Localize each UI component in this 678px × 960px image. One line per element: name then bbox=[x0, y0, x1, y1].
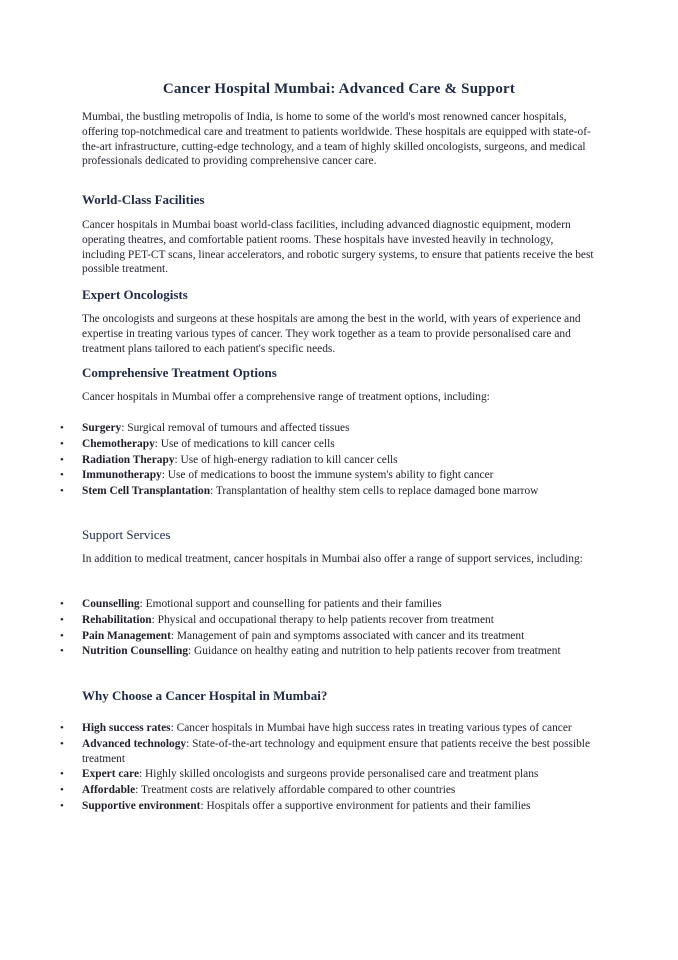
list-item bbox=[60, 421, 600, 436]
bullet-icon: • bbox=[60, 613, 64, 626]
support-paragraph: In addition to medical treatment, cancer hospitals in Mumbai also offer a range of support services, including: bbox=[82, 553, 583, 565]
bullet-icon: • bbox=[60, 598, 64, 610]
list-item-term: Pain Management bbox=[82, 629, 171, 642]
list-item-term: Expert care bbox=[82, 768, 140, 781]
list-item-term: Immunotherapy bbox=[82, 469, 162, 482]
list-item bbox=[60, 737, 600, 767]
list-item bbox=[60, 484, 600, 499]
support-heading: Support Services bbox=[82, 527, 171, 542]
list-item-desc: : Use of medications to kill cancer cells bbox=[154, 437, 335, 450]
list-item bbox=[60, 468, 600, 483]
list-item bbox=[60, 721, 600, 736]
list-item-desc: : State-of-the-art technology and equipment ensure that patients receive the best possible treatment bbox=[82, 737, 591, 765]
bullet-icon: • bbox=[60, 422, 64, 434]
list-item-desc: : Guidance on healthy eating and nutrition to help patients recover from treatment bbox=[188, 645, 561, 658]
facilities-heading: World-Class Facilities bbox=[82, 192, 205, 207]
bullet-icon: • bbox=[60, 629, 64, 642]
list-item-desc: : Surgical removal of tumours and affected tissues bbox=[121, 422, 350, 434]
bullet-icon: • bbox=[60, 437, 64, 450]
list-item bbox=[60, 629, 600, 644]
bullet-icon: • bbox=[60, 469, 64, 482]
list-item-term: Counselling bbox=[82, 598, 140, 610]
support-section bbox=[82, 527, 598, 543]
page-title: Cancer Hospital Mumbai: Advanced Care & Support bbox=[162, 81, 516, 97]
list-item bbox=[60, 437, 600, 452]
treatment-section bbox=[82, 365, 598, 381]
bullet-icon: • bbox=[60, 485, 64, 498]
list-item-term: Chemotherapy bbox=[82, 437, 155, 450]
bullet-icon: • bbox=[60, 799, 64, 812]
list-item-desc: : Highly skilled oncologists and surgeons provide personalised care and treatment plans bbox=[139, 768, 539, 781]
facilities-paragraph: Cancer hospitals in Mumbai boast world-class facilities, including advanced diagnostic equipment, modern operating theatres, and comfortable patient rooms. These hospitals have invested heavily in technology, including PET-CT scans, linear accelerators, and robotic surgery systems, to ensure that patients receive the best possible treatment. bbox=[82, 219, 594, 276]
why-list bbox=[60, 721, 600, 815]
list-item bbox=[60, 783, 600, 798]
list-item-term: Surgery bbox=[82, 422, 122, 434]
list-item bbox=[60, 597, 600, 612]
oncologists-section bbox=[82, 287, 598, 303]
list-item bbox=[60, 799, 600, 814]
list-item bbox=[60, 613, 600, 628]
list-item-term: Nutrition Counselling bbox=[82, 645, 189, 658]
why-heading: Why Choose a Cancer Hospital in Mumbai? bbox=[82, 688, 328, 703]
intro-section bbox=[82, 110, 598, 169]
list-item-desc: : Management of pain and symptoms associated with cancer and its treatment bbox=[170, 629, 525, 642]
list-item-desc: : Transplantation of healthy stem cells to replace damaged bone marrow bbox=[210, 485, 539, 498]
list-item bbox=[60, 453, 600, 468]
list-item-desc: : Treatment costs are relatively affordable compared to other countries bbox=[135, 784, 456, 797]
treatment-heading: Comprehensive Treatment Options bbox=[82, 365, 277, 380]
list-item-term: High success rates bbox=[82, 722, 171, 734]
list-item-term: Stem Cell Transplantation bbox=[82, 485, 211, 498]
bullet-icon: • bbox=[60, 737, 64, 750]
oncologists-paragraph: The oncologists and surgeons at these hospitals are among the best in the world, with years of experience and expertise in treating various types of cancer. They work together as a team to provide personalised care and treatment plans tailored to each patient's specific needs. bbox=[82, 313, 581, 355]
list-item-desc: : Cancer hospitals in Mumbai have high success rates in treating various types of cancer bbox=[170, 722, 572, 734]
list-item-desc: : Use of medications to boost the immune system's ability to fight cancer bbox=[161, 469, 494, 482]
bullet-icon: • bbox=[60, 768, 64, 781]
treatment-list bbox=[60, 421, 600, 500]
list-item-desc: : Emotional support and counselling for patients and their families bbox=[139, 598, 442, 610]
list-item-desc: : Use of high-energy radiation to kill cancer cells bbox=[174, 453, 398, 466]
bullet-icon: • bbox=[60, 645, 64, 658]
oncologists-heading: Expert Oncologists bbox=[82, 287, 188, 302]
list-item bbox=[60, 767, 600, 782]
facilities-section bbox=[82, 192, 598, 208]
list-item-term: Radiation Therapy bbox=[82, 453, 175, 466]
support-list bbox=[60, 597, 600, 660]
list-item-desc: : Hospitals offer a supportive environment for patients and their families bbox=[200, 799, 531, 812]
treatment-paragraph: Cancer hospitals in Mumbai offer a comprehensive range of treatment options, including: bbox=[82, 391, 490, 403]
list-item-term: Advanced technology bbox=[82, 737, 187, 750]
list-item-term: Affordable bbox=[82, 784, 136, 797]
bullet-icon: • bbox=[60, 453, 64, 466]
bullet-icon: • bbox=[60, 722, 64, 734]
bullet-icon: • bbox=[60, 784, 64, 797]
intro-paragraph: Mumbai, the bustling metropolis of India, is home to some of the world's most renowned cancer hospitals, offering top-notchmedical care and treatment to patients worldwide. These hospitals are equipped with state-of-the-art infrastructure, cutting-edge technology, and a team of highly skilled oncologists, surgeons, and medical professionals dedicated to providing comprehensive cancer care. bbox=[82, 111, 591, 168]
list-item-term: Rehabilitation bbox=[82, 613, 152, 626]
list-item-desc: : Physical and occupational therapy to help patients recover from treatment bbox=[151, 613, 494, 626]
why-section bbox=[82, 688, 598, 704]
list-item bbox=[60, 644, 600, 659]
list-item-term: Supportive environment bbox=[82, 799, 201, 812]
